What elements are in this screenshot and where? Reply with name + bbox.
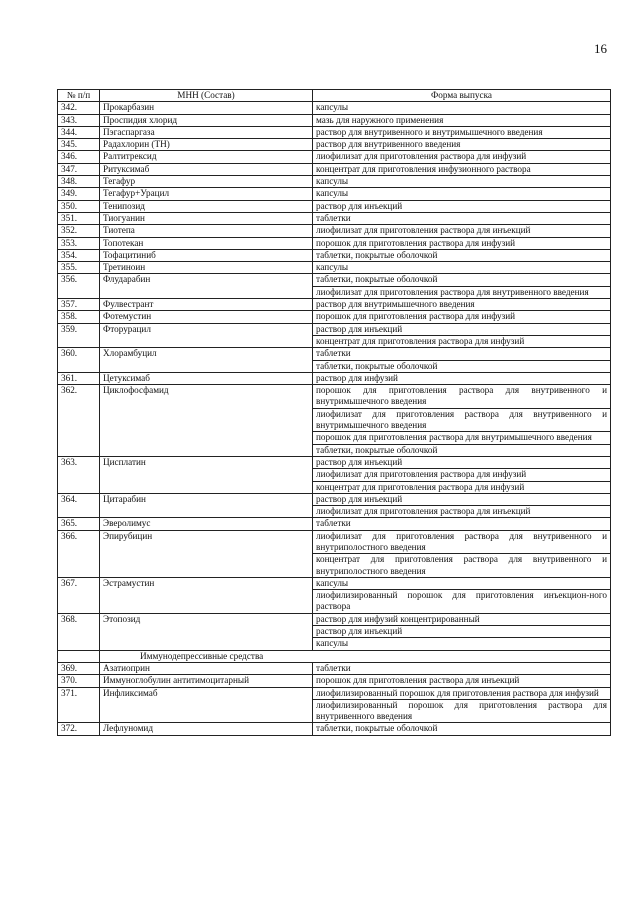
table-row <box>58 200 611 212</box>
table-row <box>58 262 611 274</box>
row-number: 369. <box>58 662 100 674</box>
release-form: таблетки, покрытые оболочкой <box>313 444 610 456</box>
table-row <box>58 299 611 311</box>
drug-name: Иммуноглобулин антитимоцитарный <box>100 675 313 687</box>
release-forms <box>313 662 611 674</box>
release-form: раствор для инъекций <box>313 625 610 637</box>
drug-name: Цитарабин <box>100 493 313 518</box>
release-forms <box>313 372 611 384</box>
table-row <box>58 456 611 493</box>
drug-name: Лефлуномид <box>100 723 313 735</box>
release-form: таблетки, покрытые оболочкой <box>316 274 438 285</box>
release-forms <box>313 212 611 224</box>
release-form: концентрат для приготовления раствора для инфузий <box>313 335 610 347</box>
release-form: лиофилизат для приготовления раствора для инъекций <box>316 225 531 236</box>
release-form: лиофилизат для приготовления раствора для инфузий <box>313 468 610 480</box>
drug-name: Тофацитиниб <box>100 249 313 261</box>
release-form: концентрат для приготовления раствора для инфузий <box>313 481 610 493</box>
drug-name: Топотекан <box>100 237 313 249</box>
release-forms <box>313 385 611 457</box>
release-form: таблетки, покрытые оболочкой <box>316 249 438 260</box>
release-forms <box>313 299 611 311</box>
drug-name: Радахлорин (ТН) <box>100 139 313 151</box>
header-form: Форма выпуска <box>313 90 611 102</box>
release-forms <box>313 518 611 530</box>
drug-name: Инфликсимаб <box>100 687 313 723</box>
drug-name: Азатиоприн <box>100 662 313 674</box>
table-row <box>58 126 611 138</box>
row-number: 371. <box>58 687 100 723</box>
table-row <box>58 323 611 348</box>
row-number: 354. <box>58 249 100 261</box>
release-form: таблетки <box>316 212 351 223</box>
release-forms <box>313 200 611 212</box>
release-form: лиофилизат для приготовления раствора для внутривенного и внутримышечного введения <box>313 408 610 432</box>
table-row <box>58 518 611 530</box>
table-row <box>58 176 611 188</box>
drug-name: Тегафур+Урацил <box>100 188 313 200</box>
row-number: 366. <box>58 530 100 577</box>
release-forms <box>313 723 611 735</box>
table-row <box>58 372 611 384</box>
release-form: раствор для инфузий <box>316 372 398 383</box>
drug-name: Фотемустин <box>100 311 313 323</box>
table-row <box>58 675 611 687</box>
page-number: 16 <box>594 41 607 56</box>
release-forms <box>313 311 611 323</box>
row-number: 342. <box>58 102 100 114</box>
table-row <box>58 723 611 735</box>
release-form: порошок для приготовления раствора для инфузий <box>316 311 516 322</box>
drug-name: Третиноин <box>100 262 313 274</box>
drug-name: Эстрамустин <box>100 577 313 613</box>
drug-name: Эверолимус <box>100 518 313 530</box>
release-forms <box>313 675 611 687</box>
release-form: лиофилизированный порошок для приготовления раствора для инфузий <box>316 687 599 698</box>
release-form: лиофилизированный порошок для приготовления инъекцион-ного раствора <box>313 589 610 613</box>
row-number: 367. <box>58 577 100 613</box>
release-forms <box>313 249 611 261</box>
section-row <box>58 650 611 662</box>
table-row <box>58 687 611 723</box>
release-forms <box>313 348 611 373</box>
release-form: капсулы <box>313 637 610 649</box>
release-forms <box>313 225 611 237</box>
table-row <box>58 151 611 163</box>
table-row <box>58 530 611 577</box>
release-form: раствор для внутривенного введения <box>316 139 461 150</box>
release-form: раствор для инъекций <box>316 200 403 211</box>
table-row <box>58 114 611 126</box>
row-number: 365. <box>58 518 100 530</box>
row-number: 344. <box>58 126 100 138</box>
row-number: 349. <box>58 188 100 200</box>
release-form: капсулы <box>316 188 349 199</box>
row-number: 368. <box>58 613 100 650</box>
row-number: 350. <box>58 200 100 212</box>
release-form: раствор для инъекций <box>316 323 403 334</box>
drug-name: Пэгаспаргаза <box>100 126 313 138</box>
drug-name: Цетуксимаб <box>100 372 313 384</box>
table-row <box>58 662 611 674</box>
section-title: Иммунодепрессивные средства <box>100 650 611 662</box>
release-form: лиофилизированный порошок для приготовления раствора для внутривенного введения <box>313 699 610 723</box>
release-forms <box>313 323 611 348</box>
header-name: МНН (Состав) <box>100 90 313 102</box>
row-number: 362. <box>58 385 100 457</box>
drug-name: Прокарбазин <box>100 102 313 114</box>
release-form: порошок для приготовления раствора для инфузий <box>316 237 516 248</box>
row-number: 356. <box>58 274 100 299</box>
drug-name: Проспидия хлорид <box>100 114 313 126</box>
release-forms <box>313 262 611 274</box>
release-form: таблетки <box>316 518 351 529</box>
drug-name: Этопозид <box>100 613 313 650</box>
release-forms <box>313 577 611 613</box>
release-forms <box>313 102 611 114</box>
release-form: порошок для приготовления раствора для инъекций <box>316 675 520 686</box>
row-number: 360. <box>58 348 100 373</box>
table-row <box>58 577 611 613</box>
row-number: 363. <box>58 456 100 493</box>
release-forms <box>313 493 611 518</box>
release-form: порошок для приготовления раствора для внутривенного и внутримышечного введения <box>316 385 607 407</box>
drug-name: Флударабин <box>100 274 313 299</box>
row-number: 355. <box>58 262 100 274</box>
release-form: концентрат для приготовления инфузионного раствора <box>316 163 531 174</box>
row-number: 345. <box>58 139 100 151</box>
drug-name: Фторурацил <box>100 323 313 348</box>
drug-name: Ралтитрексид <box>100 151 313 163</box>
table-row <box>58 311 611 323</box>
release-form: раствор для внутривенного и внутримышечного введения <box>316 126 543 137</box>
row-number: 370. <box>58 675 100 687</box>
table-header-row <box>58 90 611 102</box>
release-form: порошок для приготовления раствора для внутримышечного введения <box>313 431 610 443</box>
release-forms <box>313 530 611 577</box>
table-row <box>58 225 611 237</box>
release-forms <box>313 126 611 138</box>
release-forms <box>313 139 611 151</box>
drug-name: Эпирубицин <box>100 530 313 577</box>
release-form: концентрат для приготовления раствора для внутривенного и внутриполостного введения <box>313 553 610 577</box>
release-forms <box>313 163 611 175</box>
row-number: 372. <box>58 723 100 735</box>
table-row <box>58 493 611 518</box>
drug-name: Ритуксимаб <box>100 163 313 175</box>
row-number: 358. <box>58 311 100 323</box>
release-forms <box>313 114 611 126</box>
release-form: капсулы <box>316 102 349 113</box>
row-number: 352. <box>58 225 100 237</box>
row-number: 343. <box>58 114 100 126</box>
release-forms <box>313 274 611 299</box>
drug-table <box>57 89 611 736</box>
row-number: 347. <box>58 163 100 175</box>
release-form: капсулы <box>316 577 349 588</box>
drug-name: Фулвестрант <box>100 299 313 311</box>
drug-name: Цисплатин <box>100 456 313 493</box>
release-forms <box>313 237 611 249</box>
table-row <box>58 212 611 224</box>
drug-name: Тиотепа <box>100 225 313 237</box>
row-number: 348. <box>58 176 100 188</box>
release-forms <box>313 456 611 493</box>
table-row <box>58 249 611 261</box>
table-row <box>58 102 611 114</box>
release-form: лиофилизат для приготовления раствора для внутривенного введения <box>313 286 610 298</box>
release-forms <box>313 188 611 200</box>
row-number: 357. <box>58 299 100 311</box>
header-number: № п/п <box>58 90 100 102</box>
release-form: лиофилизат для приготовления раствора для инъекций <box>313 505 610 517</box>
row-number: 364. <box>58 493 100 518</box>
row-number: 346. <box>58 151 100 163</box>
release-form: таблетки <box>316 348 351 359</box>
release-forms <box>313 613 611 650</box>
release-form: лиофилизат для приготовления раствора для инфузий <box>316 151 527 162</box>
table-row <box>58 385 611 457</box>
release-form: лиофилизат для приготовления раствора для внутривенного и внутриполостного введения <box>316 530 607 552</box>
table-row <box>58 613 611 650</box>
section-number-cell <box>58 650 100 662</box>
release-form: мазь для наружного применения <box>316 114 444 125</box>
table-row <box>58 188 611 200</box>
release-form: раствор для инфузий концентрированный <box>316 613 480 624</box>
table-row <box>58 139 611 151</box>
release-form: капсулы <box>316 262 349 273</box>
table-row <box>58 237 611 249</box>
row-number: 361. <box>58 372 100 384</box>
release-form: таблетки, покрытые оболочкой <box>316 723 438 734</box>
row-number: 351. <box>58 212 100 224</box>
drug-name: Хлорамбуцил <box>100 348 313 373</box>
drug-name: Тиогуанин <box>100 212 313 224</box>
drug-name: Тенипозид <box>100 200 313 212</box>
release-form: таблетки, покрытые оболочкой <box>313 360 610 372</box>
table-row <box>58 348 611 373</box>
release-form: капсулы <box>316 176 349 187</box>
release-form: раствор для внутримышечного введения <box>316 299 475 310</box>
row-number: 359. <box>58 323 100 348</box>
release-forms <box>313 176 611 188</box>
drug-name: Тегафур <box>100 176 313 188</box>
table-row <box>58 163 611 175</box>
release-form: раствор для инъекций <box>316 456 403 467</box>
release-forms <box>313 151 611 163</box>
drug-name: Циклофосфамид <box>100 385 313 457</box>
row-number: 353. <box>58 237 100 249</box>
release-form: таблетки <box>316 662 351 673</box>
release-form: раствор для инъекций <box>316 493 403 504</box>
release-forms <box>313 687 611 723</box>
table-body <box>58 102 611 735</box>
table-row <box>58 274 611 299</box>
